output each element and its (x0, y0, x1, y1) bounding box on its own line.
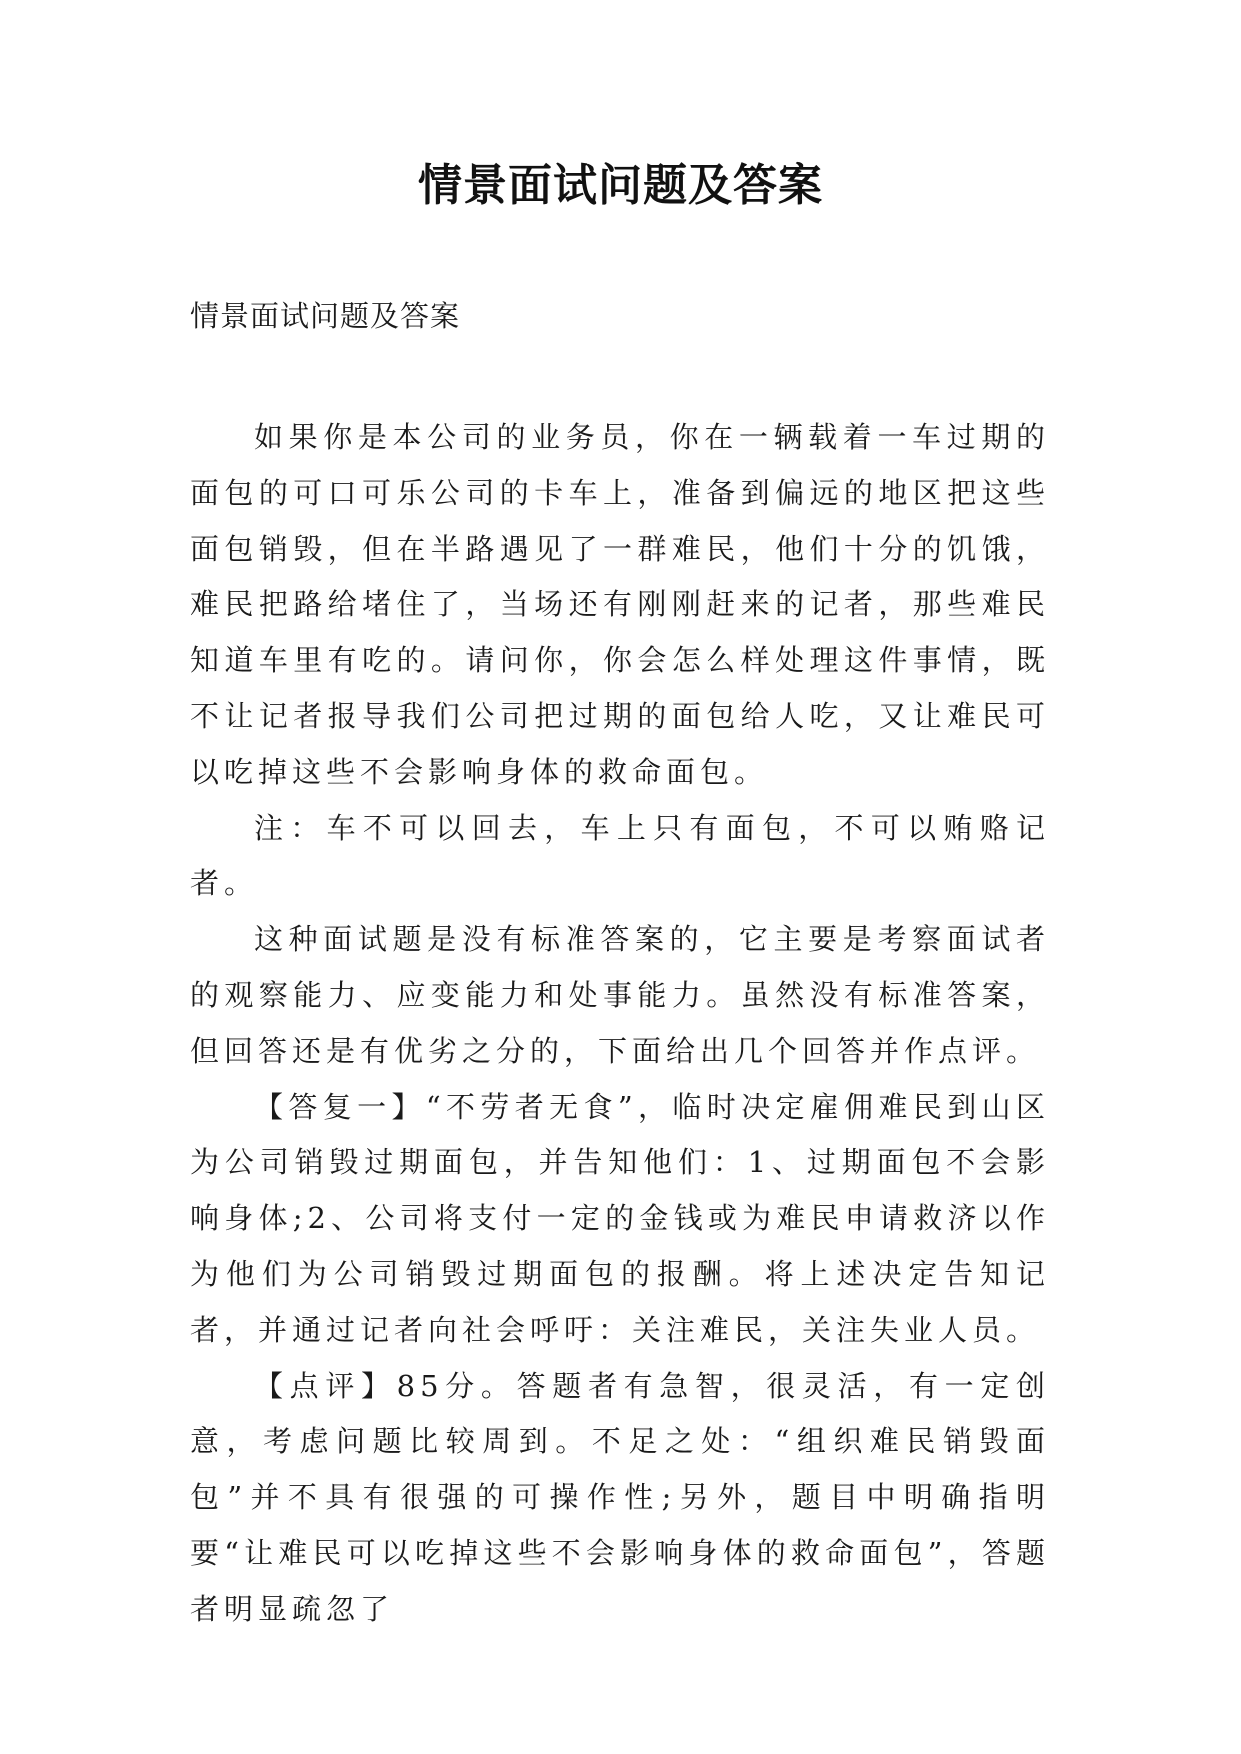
document-body (190, 410, 1050, 1638)
paragraph-answer-one: 【答复一】“不劳者无食”，临时决定雇佣难民到山区为公司销毁过期面包，并告知他们：1、过期面包不会影响身体;2、公司将支付一定的金钱或为难民申请救济以作为他们为公司销毁过期面包的报酬。将上述决定告知记者，并通过记者向社会呼吁：关注难民，关注失业人员。 (190, 1089, 1050, 1347)
paragraph-explanation: 这种面试题是没有标准答案的，它主要是考察面试者的观察能力、应变能力和处事能力。虽然没有标准答案，但回答还是有优劣之分的，下面给出几个回答并作点评。 (190, 922, 1050, 1068)
paragraph-scenario: 如果你是本公司的业务员，你在一辆载着一车过期的面包的可口可乐公司的卡车上，准备到偏远的地区把这些面包销毁，但在半路遇见了一群难民，他们十分的饥饿，难民把路给堵住了，当场还有刚刚赶来的记者，那些难民知道车里有吃的。请问你，你会怎么样处理这件事情，既不让记者报导我们公司把过期的面包给人吃，又让难民可以吃掉这些不会影响身体的救命面包。 (190, 420, 1050, 789)
paragraph-note: 注：车不可以回去，车上只有面包，不可以贿赂记者。 (190, 810, 1050, 901)
document-subtitle: 情景面试问题及答案 (190, 299, 461, 333)
document-title: 情景面试问题及答案 (418, 160, 823, 211)
paragraph-review: 【点评】85分。答题者有急智，很灵活，有一定创意，考虑问题比较周到。不足之处：“组织难民销毁面包”并不具有很强的可操作性;另外，题目中明确指明要“让难民可以吃掉这些不会影响身体的救命面包”，答题者明显疏忽了 (190, 1368, 1050, 1626)
